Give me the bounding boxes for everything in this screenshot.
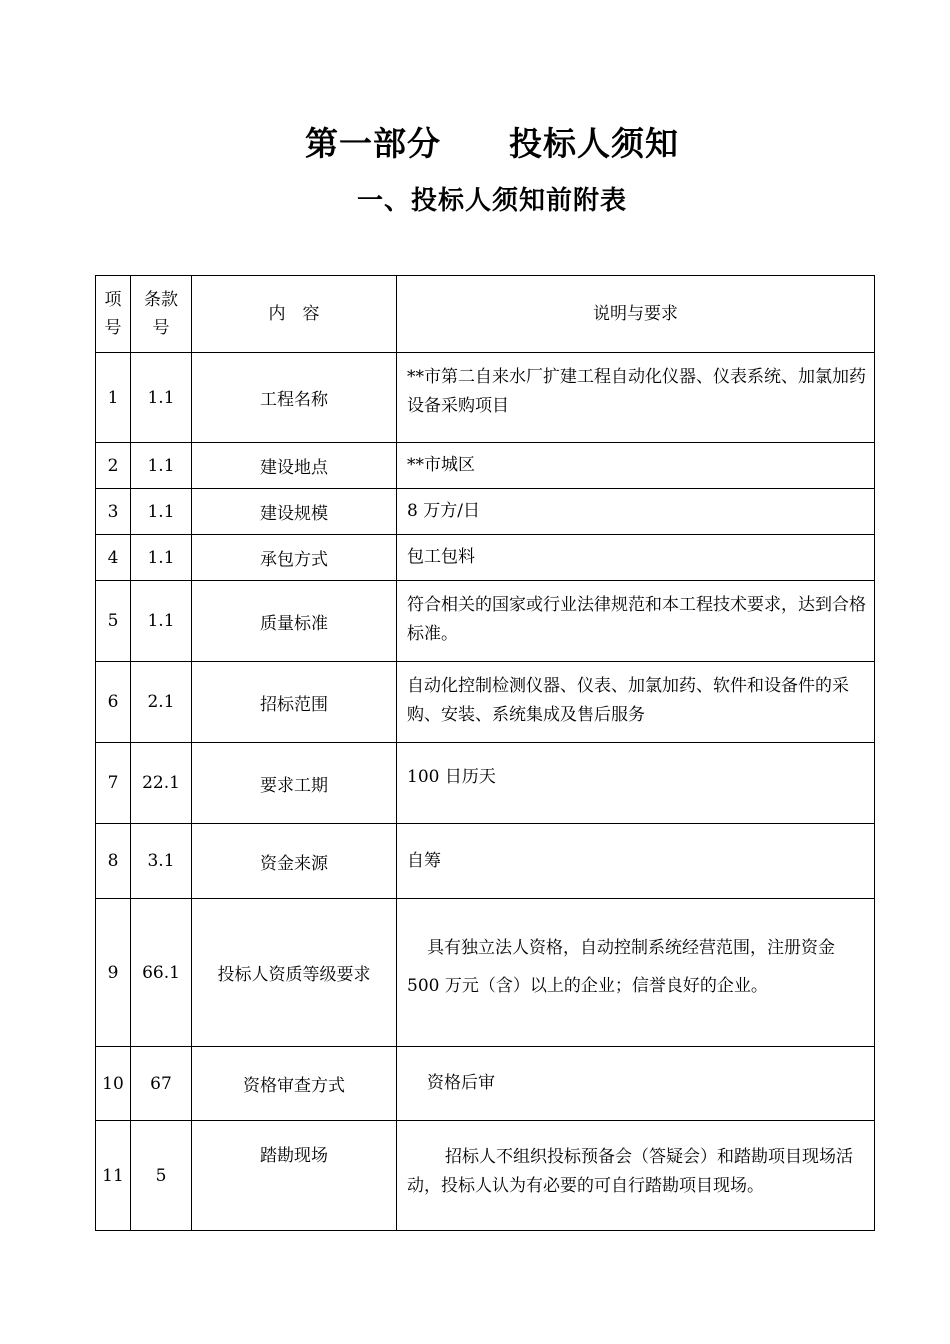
row-content: 工程名称	[192, 353, 397, 443]
table-header-row	[96, 276, 875, 353]
table-row	[96, 443, 875, 489]
row-clause: 22.1	[131, 743, 192, 824]
table-row	[96, 899, 875, 1047]
table-row	[96, 662, 875, 743]
table-row	[96, 1121, 875, 1231]
row-content: 要求工期	[192, 743, 397, 824]
row-no: 6	[96, 662, 131, 743]
table-row	[96, 743, 875, 824]
row-desc: 100 日历天	[397, 743, 875, 824]
row-desc-text: 资格后审	[427, 1073, 495, 1093]
header-desc: 说明与要求	[397, 276, 875, 353]
header-no	[96, 276, 131, 353]
row-no: 5	[96, 581, 131, 662]
row-clause: 1.1	[131, 489, 192, 535]
row-clause: 1.1	[131, 353, 192, 443]
header-no-line1: 项	[104, 290, 122, 310]
row-no: 11	[96, 1121, 131, 1231]
page-title: 第一部分 投标人须知	[305, 124, 679, 163]
row-desc-text: 招标人不组织投标预备会（答疑会）和踏勘项目现场活动，投标人认为有必要的可自行踏勘项目现场。	[407, 1147, 853, 1196]
row-clause: 2.1	[131, 662, 192, 743]
row-content: 投标人资质等级要求	[192, 899, 397, 1047]
header-no-line2: 号	[104, 318, 122, 338]
page-subtitle: 一、投标人须知前附表	[356, 186, 627, 216]
row-no: 4	[96, 535, 131, 581]
row-content: 招标范围	[192, 662, 397, 743]
row-no: 10	[96, 1047, 131, 1121]
header-clause-line1: 条款	[144, 290, 178, 310]
row-desc: 包工包料	[397, 535, 875, 581]
row-clause: 66.1	[131, 899, 192, 1047]
table-row	[96, 535, 875, 581]
table-row	[96, 489, 875, 535]
row-clause: 5	[131, 1121, 192, 1231]
row-desc: 自筹	[397, 824, 875, 899]
table-row	[96, 353, 875, 443]
header-clause-line2: 号	[152, 318, 170, 338]
row-no: 2	[96, 443, 131, 489]
header-clause	[131, 276, 192, 353]
row-content: 承包方式	[192, 535, 397, 581]
row-desc: **市城区	[397, 443, 875, 489]
row-desc	[397, 1121, 875, 1231]
row-desc	[397, 899, 875, 1047]
row-clause: 1.1	[131, 581, 192, 662]
row-desc-text: 具有独立法人资格，自动控制系统经营范围，注册资金 500 万元（含）以上的企业；信誉良好的企业。	[407, 938, 835, 996]
row-content: 踏勘现场	[192, 1121, 397, 1231]
table-row	[96, 1047, 875, 1121]
row-clause: 3.1	[131, 824, 192, 899]
table-row	[96, 824, 875, 899]
row-content: 资金来源	[192, 824, 397, 899]
row-content: 资格审查方式	[192, 1047, 397, 1121]
row-no: 9	[96, 899, 131, 1047]
row-clause: 1.1	[131, 443, 192, 489]
row-clause: 67	[131, 1047, 192, 1121]
row-desc: 自动化控制检测仪器、仪表、加氯加药、软件和设备件的采购、安装、系统集成及售后服务	[397, 662, 875, 743]
row-desc: **市第二自来水厂扩建工程自动化仪器、仪表系统、加氯加药设备采购项目	[397, 353, 875, 443]
row-desc: 8 万方/日	[397, 489, 875, 535]
row-content: 质量标准	[192, 581, 397, 662]
row-no: 3	[96, 489, 131, 535]
row-no: 1	[96, 353, 131, 443]
row-content: 建设规模	[192, 489, 397, 535]
row-desc: 符合相关的国家或行业法律规范和本工程技术要求，达到合格标准。	[397, 581, 875, 662]
row-clause: 1.1	[131, 535, 192, 581]
bidder-instructions-table	[95, 275, 875, 1231]
row-no: 8	[96, 824, 131, 899]
header-content: 内 容	[192, 276, 397, 353]
row-no: 7	[96, 743, 131, 824]
table-row	[96, 581, 875, 662]
row-content: 建设地点	[192, 443, 397, 489]
row-desc	[397, 1047, 875, 1121]
